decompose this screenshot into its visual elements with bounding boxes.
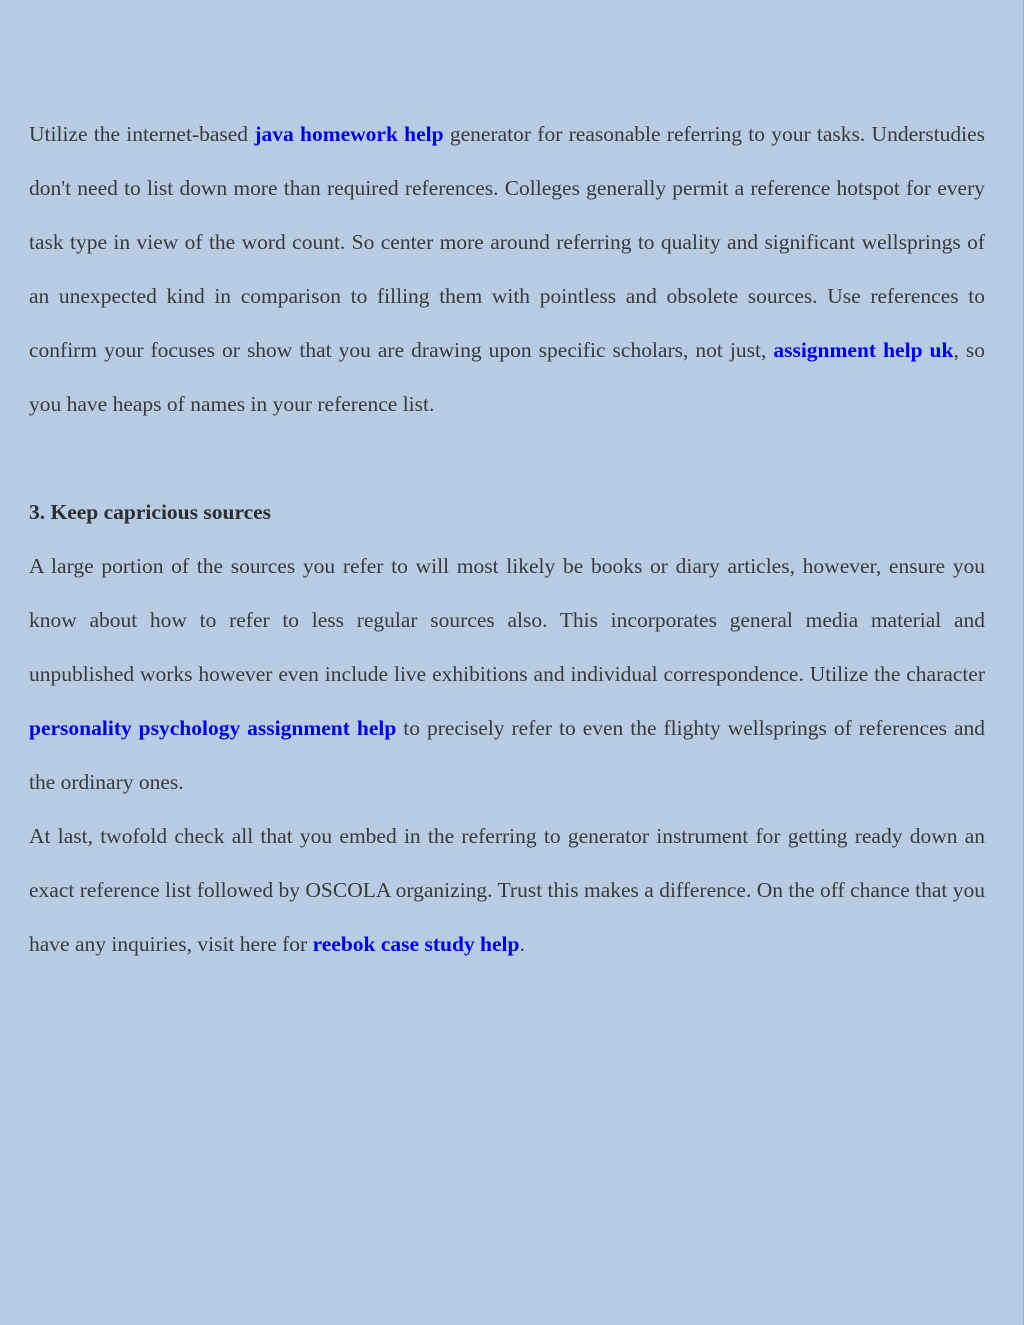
closing-text-1: At last, twofold check all that you embed in the referring to generator instrument for getting ready down an exact reference list followed by OSCOLA organizing. Trust this makes a difference. On the off chance that you have any inquiries, visit here for: [29, 824, 985, 956]
java-homework-help-link[interactable]: java homework help: [254, 122, 444, 146]
section-text-1: A large portion of the sources you refer to will most likely be books or diary articles, however, ensure you know about how to refer to less regular sources also. This incorporates general media material and unpublished works however even include live exhibitions and individual correspondence. Utilize the character: [29, 554, 985, 686]
section-text-2: to precisely refer to even the flighty wellsprings of references and the ordinary ones.: [29, 716, 985, 794]
assignment-help-uk-link[interactable]: assignment help uk: [773, 338, 954, 362]
intro-text-2: generator for reasonable referring to your tasks. Understudies don't need to list down more than required references. Colleges generally permit a reference hotspot for every task type in view of the word count. So center more around referring to quality and significant wellsprings of an unexpected kind in comparison to filling them with pointless and obsolete sources. Use references to confirm your focuses or show that you are drawing upon specific scholars, not just,: [29, 122, 985, 362]
document-body: [29, 107, 985, 971]
personality-psychology-assignment-help-link[interactable]: personality psychology assignment help: [29, 716, 397, 740]
section-paragraph-2: [29, 809, 985, 971]
intro-text-1: Utilize the internet-based: [29, 122, 255, 146]
section-paragraph-1: [29, 539, 985, 809]
intro-text-3: , so you have heaps of names in your reference list.: [29, 338, 985, 416]
closing-text-2: .: [519, 932, 525, 956]
reebok-case-study-help-link[interactable]: reebok case study help: [312, 932, 520, 956]
paragraph-spacer: [29, 431, 985, 485]
section-heading: 3. Keep capricious sources: [29, 500, 272, 524]
intro-paragraph: [29, 107, 985, 431]
